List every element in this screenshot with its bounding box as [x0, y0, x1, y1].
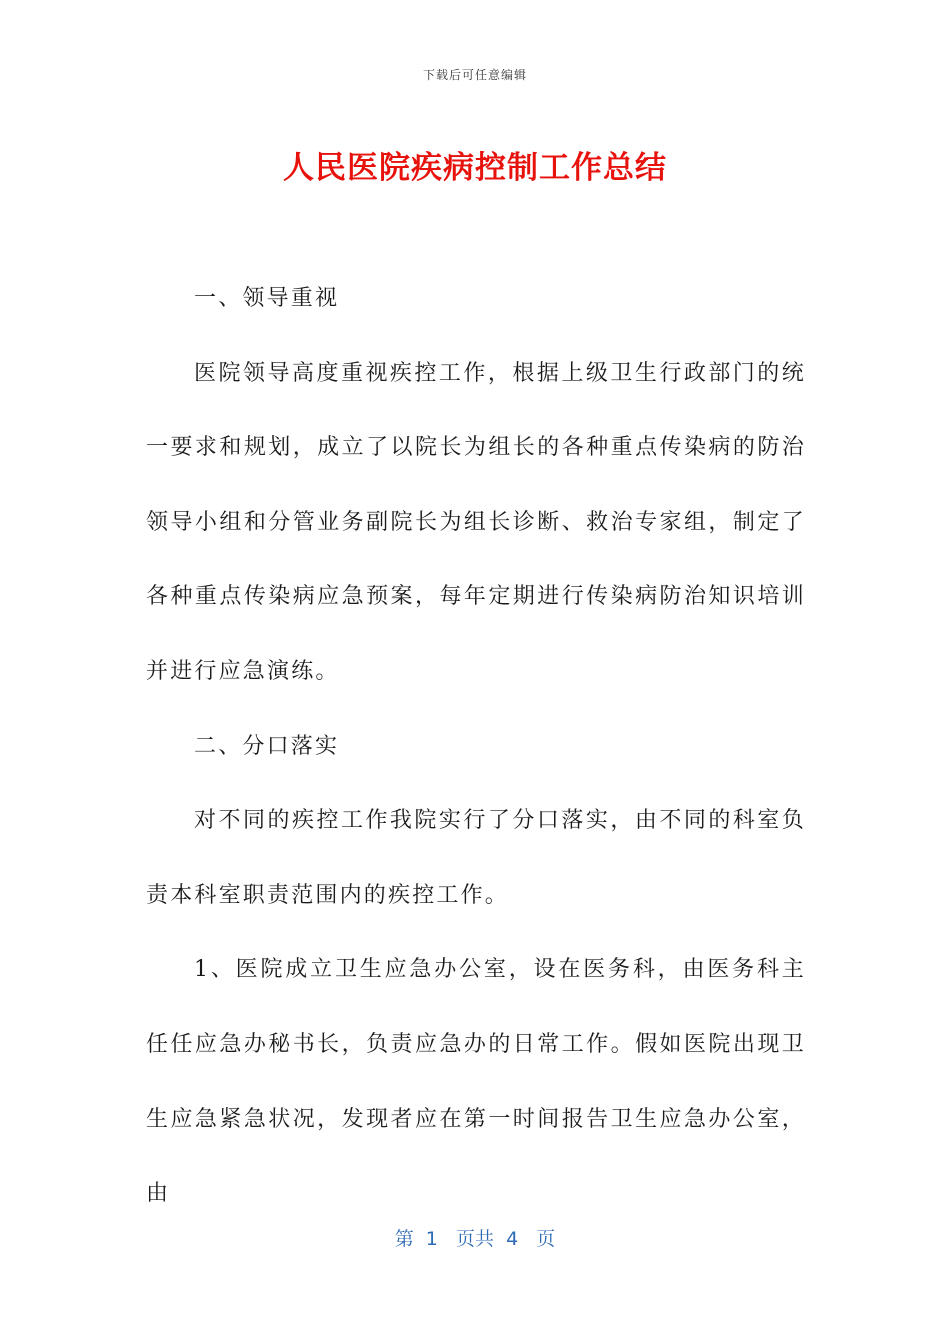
page-header-note: 下载后可任意编辑 [422, 68, 527, 82]
paragraph-2: 对不同的疾控工作我院实行了分口落实，由不同的科室负责本科室职责范围内的疾控工作。 [146, 808, 806, 908]
section-heading-1: 一、领导重视 [194, 286, 340, 311]
paragraph-3: 1、医院成立卫生应急办公室，设在医务科，由医务科主任任应急办秘书长，负责应急办的日常工作。假如医院出现卫生应急紧急状况，发现者应在第一时间报告卫生应急办公室，由 [146, 957, 806, 1207]
page-number-footer: 第 1 页共 4 页 [394, 1228, 556, 1250]
paragraph-1: 医院领导高度重视疾控工作，根据上级卫生行政部门的统一要求和规划，成立了以院长为组长的各种重点传染病的防治领导小组和分管业务副院长为组长诊断、救治专家组，制定了各种重点传染病应急预案，每年定期进行传染病防治知识培训并进行应急演练。 [146, 360, 806, 684]
section-heading-2: 二、分口落实 [194, 733, 340, 759]
document-title: 人民医院疾病控制工作总结 [283, 150, 667, 186]
document-body [146, 262, 806, 1232]
